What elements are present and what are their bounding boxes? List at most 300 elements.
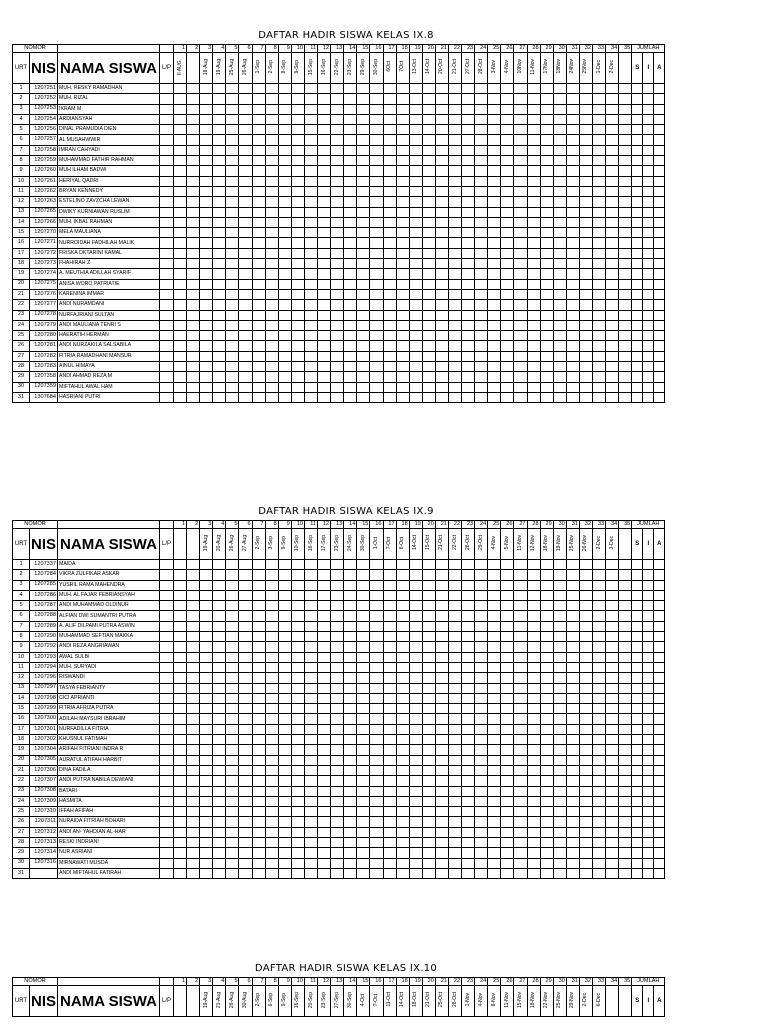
attendance-cell[interactable]: [501, 683, 514, 693]
attendance-cell[interactable]: [278, 662, 291, 672]
attendance-cell[interactable]: [370, 673, 383, 683]
attendance-cell[interactable]: [409, 704, 422, 714]
attendance-cell[interactable]: [606, 125, 619, 135]
attendance-cell[interactable]: [527, 186, 540, 196]
attendance-cell[interactable]: [265, 848, 278, 858]
attendance-cell[interactable]: [291, 372, 304, 382]
attendance-cell[interactable]: [553, 724, 566, 734]
attendance-cell[interactable]: [291, 848, 304, 858]
attendance-cell[interactable]: [174, 755, 187, 765]
attendance-cell[interactable]: [265, 372, 278, 382]
attendance-cell[interactable]: [226, 817, 239, 827]
attendance-cell[interactable]: [344, 838, 357, 848]
attendance-cell[interactable]: [593, 590, 606, 600]
attendance-cell[interactable]: [344, 621, 357, 631]
attendance-cell[interactable]: [619, 217, 632, 227]
attendance-cell[interactable]: [514, 94, 527, 104]
attendance-cell[interactable]: [370, 601, 383, 611]
attendance-cell[interactable]: [448, 817, 461, 827]
attendance-cell[interactable]: [396, 362, 409, 372]
attendance-cell[interactable]: [422, 259, 435, 269]
attendance-cell[interactable]: [331, 580, 344, 590]
attendance-cell[interactable]: [553, 320, 566, 330]
attendance-cell[interactable]: [593, 228, 606, 238]
attendance-cell[interactable]: [396, 351, 409, 361]
attendance-cell[interactable]: [619, 570, 632, 580]
attendance-cell[interactable]: [501, 765, 514, 775]
attendance-cell[interactable]: [291, 125, 304, 135]
attendance-cell[interactable]: [226, 372, 239, 382]
attendance-cell[interactable]: [593, 652, 606, 662]
attendance-cell[interactable]: [501, 94, 514, 104]
attendance-cell[interactable]: [252, 392, 265, 402]
attendance-cell[interactable]: [265, 827, 278, 837]
attendance-cell[interactable]: [606, 238, 619, 248]
attendance-cell[interactable]: [357, 683, 370, 693]
attendance-cell[interactable]: [331, 848, 344, 858]
attendance-cell[interactable]: [213, 848, 226, 858]
attendance-cell[interactable]: [462, 632, 475, 642]
attendance-cell[interactable]: [566, 300, 579, 310]
attendance-cell[interactable]: [501, 838, 514, 848]
attendance-cell[interactable]: [213, 289, 226, 299]
attendance-cell[interactable]: [252, 341, 265, 351]
attendance-cell[interactable]: [304, 125, 317, 135]
attendance-cell[interactable]: [501, 848, 514, 858]
attendance-cell[interactable]: [239, 858, 252, 868]
attendance-cell[interactable]: [566, 145, 579, 155]
attendance-cell[interactable]: [331, 693, 344, 703]
attendance-cell[interactable]: [174, 745, 187, 755]
attendance-cell[interactable]: [357, 693, 370, 703]
attendance-cell[interactable]: [396, 114, 409, 124]
attendance-cell[interactable]: [593, 197, 606, 207]
attendance-cell[interactable]: [553, 114, 566, 124]
attendance-cell[interactable]: [475, 838, 488, 848]
attendance-cell[interactable]: [593, 186, 606, 196]
attendance-cell[interactable]: [344, 228, 357, 238]
attendance-cell[interactable]: [606, 104, 619, 114]
attendance-cell[interactable]: [488, 652, 501, 662]
attendance-cell[interactable]: [174, 632, 187, 642]
attendance-cell[interactable]: [527, 693, 540, 703]
attendance-cell[interactable]: [514, 570, 527, 580]
attendance-cell[interactable]: [448, 683, 461, 693]
attendance-cell[interactable]: [278, 560, 291, 570]
attendance-cell[interactable]: [593, 125, 606, 135]
attendance-cell[interactable]: [304, 827, 317, 837]
attendance-cell[interactable]: [226, 320, 239, 330]
attendance-cell[interactable]: [291, 114, 304, 124]
attendance-cell[interactable]: [200, 207, 213, 217]
attendance-cell[interactable]: [553, 176, 566, 186]
attendance-cell[interactable]: [396, 156, 409, 166]
attendance-cell[interactable]: [370, 611, 383, 621]
attendance-cell[interactable]: [278, 868, 291, 878]
attendance-cell[interactable]: [475, 238, 488, 248]
attendance-cell[interactable]: [462, 714, 475, 724]
attendance-cell[interactable]: [527, 217, 540, 227]
attendance-cell[interactable]: [187, 662, 200, 672]
attendance-cell[interactable]: [553, 560, 566, 570]
attendance-cell[interactable]: [213, 714, 226, 724]
attendance-cell[interactable]: [265, 125, 278, 135]
attendance-cell[interactable]: [239, 560, 252, 570]
attendance-cell[interactable]: [187, 135, 200, 145]
attendance-cell[interactable]: [514, 217, 527, 227]
attendance-cell[interactable]: [435, 238, 448, 248]
attendance-cell[interactable]: [291, 310, 304, 320]
attendance-cell[interactable]: [514, 320, 527, 330]
attendance-cell[interactable]: [344, 114, 357, 124]
attendance-cell[interactable]: [291, 683, 304, 693]
attendance-cell[interactable]: [304, 580, 317, 590]
attendance-cell[interactable]: [409, 724, 422, 734]
attendance-cell[interactable]: [488, 776, 501, 786]
attendance-cell[interactable]: [553, 580, 566, 590]
attendance-cell[interactable]: [553, 135, 566, 145]
attendance-cell[interactable]: [291, 392, 304, 402]
attendance-cell[interactable]: [291, 807, 304, 817]
attendance-cell[interactable]: [265, 745, 278, 755]
attendance-cell[interactable]: [252, 693, 265, 703]
attendance-cell[interactable]: [239, 186, 252, 196]
attendance-cell[interactable]: [265, 632, 278, 642]
attendance-cell[interactable]: [200, 590, 213, 600]
attendance-cell[interactable]: [174, 238, 187, 248]
attendance-cell[interactable]: [187, 755, 200, 765]
attendance-cell[interactable]: [344, 300, 357, 310]
attendance-cell[interactable]: [619, 310, 632, 320]
attendance-cell[interactable]: [318, 560, 331, 570]
attendance-cell[interactable]: [540, 611, 553, 621]
attendance-cell[interactable]: [435, 714, 448, 724]
attendance-cell[interactable]: [475, 827, 488, 837]
attendance-cell[interactable]: [409, 838, 422, 848]
attendance-cell[interactable]: [187, 238, 200, 248]
attendance-cell[interactable]: [409, 745, 422, 755]
attendance-cell[interactable]: [501, 714, 514, 724]
attendance-cell[interactable]: [213, 135, 226, 145]
attendance-cell[interactable]: [462, 145, 475, 155]
attendance-cell[interactable]: [619, 351, 632, 361]
attendance-cell[interactable]: [187, 248, 200, 258]
attendance-cell[interactable]: [435, 642, 448, 652]
attendance-cell[interactable]: [462, 248, 475, 258]
attendance-cell[interactable]: [475, 94, 488, 104]
attendance-cell[interactable]: [278, 745, 291, 755]
attendance-cell[interactable]: [357, 765, 370, 775]
attendance-cell[interactable]: [619, 289, 632, 299]
attendance-cell[interactable]: [475, 310, 488, 320]
attendance-cell[interactable]: [226, 765, 239, 775]
attendance-cell[interactable]: [331, 683, 344, 693]
gender-cell[interactable]: [160, 560, 174, 570]
attendance-cell[interactable]: [553, 248, 566, 258]
attendance-cell[interactable]: [396, 84, 409, 94]
attendance-cell[interactable]: [409, 238, 422, 248]
attendance-cell[interactable]: [187, 827, 200, 837]
attendance-cell[interactable]: [462, 300, 475, 310]
attendance-cell[interactable]: [527, 673, 540, 683]
attendance-cell[interactable]: [579, 683, 592, 693]
attendance-cell[interactable]: [540, 817, 553, 827]
attendance-cell[interactable]: [174, 570, 187, 580]
attendance-cell[interactable]: [606, 652, 619, 662]
attendance-cell[interactable]: [383, 601, 396, 611]
attendance-cell[interactable]: [331, 704, 344, 714]
attendance-cell[interactable]: [435, 341, 448, 351]
attendance-cell[interactable]: [488, 94, 501, 104]
attendance-cell[interactable]: [593, 207, 606, 217]
attendance-cell[interactable]: [278, 724, 291, 734]
attendance-cell[interactable]: [606, 310, 619, 320]
attendance-cell[interactable]: [488, 145, 501, 155]
attendance-cell[interactable]: [383, 621, 396, 631]
attendance-cell[interactable]: [357, 166, 370, 176]
attendance-cell[interactable]: [331, 807, 344, 817]
attendance-cell[interactable]: [265, 186, 278, 196]
attendance-cell[interactable]: [344, 827, 357, 837]
attendance-cell[interactable]: [409, 662, 422, 672]
attendance-cell[interactable]: [278, 289, 291, 299]
attendance-cell[interactable]: [252, 642, 265, 652]
attendance-cell[interactable]: [448, 642, 461, 652]
attendance-cell[interactable]: [265, 776, 278, 786]
attendance-cell[interactable]: [606, 248, 619, 258]
attendance-cell[interactable]: [213, 786, 226, 796]
attendance-cell[interactable]: [331, 176, 344, 186]
attendance-cell[interactable]: [252, 838, 265, 848]
attendance-cell[interactable]: [174, 248, 187, 258]
attendance-cell[interactable]: [187, 289, 200, 299]
attendance-cell[interactable]: [370, 392, 383, 402]
attendance-cell[interactable]: [226, 642, 239, 652]
gender-cell[interactable]: [160, 228, 174, 238]
attendance-cell[interactable]: [540, 704, 553, 714]
attendance-cell[interactable]: [579, 392, 592, 402]
attendance-cell[interactable]: [501, 207, 514, 217]
attendance-cell[interactable]: [514, 765, 527, 775]
attendance-cell[interactable]: [475, 104, 488, 114]
attendance-cell[interactable]: [566, 176, 579, 186]
attendance-cell[interactable]: [331, 560, 344, 570]
attendance-cell[interactable]: [409, 621, 422, 631]
attendance-cell[interactable]: [318, 735, 331, 745]
attendance-cell[interactable]: [370, 714, 383, 724]
attendance-cell[interactable]: [566, 248, 579, 258]
attendance-cell[interactable]: [304, 228, 317, 238]
attendance-cell[interactable]: [540, 156, 553, 166]
attendance-cell[interactable]: [527, 114, 540, 124]
attendance-cell[interactable]: [396, 248, 409, 258]
attendance-cell[interactable]: [278, 827, 291, 837]
attendance-cell[interactable]: [318, 632, 331, 642]
attendance-cell[interactable]: [252, 601, 265, 611]
gender-cell[interactable]: [160, 848, 174, 858]
gender-cell[interactable]: [160, 341, 174, 351]
attendance-cell[interactable]: [540, 331, 553, 341]
attendance-cell[interactable]: [278, 807, 291, 817]
attendance-cell[interactable]: [357, 135, 370, 145]
attendance-cell[interactable]: [488, 197, 501, 207]
attendance-cell[interactable]: [318, 580, 331, 590]
attendance-cell[interactable]: [448, 786, 461, 796]
attendance-cell[interactable]: [462, 560, 475, 570]
attendance-cell[interactable]: [318, 84, 331, 94]
attendance-cell[interactable]: [200, 238, 213, 248]
attendance-cell[interactable]: [357, 84, 370, 94]
attendance-cell[interactable]: [422, 207, 435, 217]
attendance-cell[interactable]: [370, 796, 383, 806]
attendance-cell[interactable]: [331, 372, 344, 382]
attendance-cell[interactable]: [488, 724, 501, 734]
attendance-cell[interactable]: [579, 560, 592, 570]
attendance-cell[interactable]: [304, 217, 317, 227]
attendance-cell[interactable]: [514, 362, 527, 372]
attendance-cell[interactable]: [488, 279, 501, 289]
attendance-cell[interactable]: [200, 269, 213, 279]
attendance-cell[interactable]: [331, 248, 344, 258]
attendance-cell[interactable]: [619, 611, 632, 621]
attendance-cell[interactable]: [619, 228, 632, 238]
attendance-cell[interactable]: [304, 560, 317, 570]
attendance-cell[interactable]: [409, 827, 422, 837]
attendance-cell[interactable]: [252, 817, 265, 827]
attendance-cell[interactable]: [606, 114, 619, 124]
attendance-cell[interactable]: [331, 621, 344, 631]
attendance-cell[interactable]: [174, 621, 187, 631]
attendance-cell[interactable]: [370, 755, 383, 765]
attendance-cell[interactable]: [252, 259, 265, 269]
attendance-cell[interactable]: [278, 238, 291, 248]
attendance-cell[interactable]: [291, 166, 304, 176]
attendance-cell[interactable]: [370, 735, 383, 745]
attendance-cell[interactable]: [593, 714, 606, 724]
attendance-cell[interactable]: [304, 114, 317, 124]
attendance-cell[interactable]: [475, 84, 488, 94]
gender-cell[interactable]: [160, 570, 174, 580]
attendance-cell[interactable]: [265, 166, 278, 176]
attendance-cell[interactable]: [593, 807, 606, 817]
attendance-cell[interactable]: [370, 560, 383, 570]
attendance-cell[interactable]: [566, 320, 579, 330]
gender-cell[interactable]: [160, 114, 174, 124]
attendance-cell[interactable]: [501, 259, 514, 269]
attendance-cell[interactable]: [593, 570, 606, 580]
attendance-cell[interactable]: [409, 382, 422, 392]
attendance-cell[interactable]: [291, 84, 304, 94]
attendance-cell[interactable]: [579, 817, 592, 827]
attendance-cell[interactable]: [278, 621, 291, 631]
attendance-cell[interactable]: [553, 372, 566, 382]
attendance-cell[interactable]: [396, 382, 409, 392]
attendance-cell[interactable]: [409, 269, 422, 279]
attendance-cell[interactable]: [475, 683, 488, 693]
attendance-cell[interactable]: [278, 796, 291, 806]
attendance-cell[interactable]: [239, 372, 252, 382]
attendance-cell[interactable]: [318, 652, 331, 662]
attendance-cell[interactable]: [331, 238, 344, 248]
attendance-cell[interactable]: [304, 84, 317, 94]
attendance-cell[interactable]: [304, 755, 317, 765]
attendance-cell[interactable]: [304, 786, 317, 796]
attendance-cell[interactable]: [579, 662, 592, 672]
attendance-cell[interactable]: [174, 382, 187, 392]
attendance-cell[interactable]: [488, 217, 501, 227]
attendance-cell[interactable]: [344, 652, 357, 662]
attendance-cell[interactable]: [226, 580, 239, 590]
attendance-cell[interactable]: [174, 207, 187, 217]
attendance-cell[interactable]: [606, 683, 619, 693]
attendance-cell[interactable]: [370, 838, 383, 848]
attendance-cell[interactable]: [579, 104, 592, 114]
attendance-cell[interactable]: [579, 745, 592, 755]
attendance-cell[interactable]: [566, 590, 579, 600]
attendance-cell[interactable]: [357, 807, 370, 817]
attendance-cell[interactable]: [553, 662, 566, 672]
attendance-cell[interactable]: [606, 621, 619, 631]
attendance-cell[interactable]: [344, 259, 357, 269]
attendance-cell[interactable]: [606, 662, 619, 672]
attendance-cell[interactable]: [200, 300, 213, 310]
attendance-cell[interactable]: [187, 125, 200, 135]
attendance-cell[interactable]: [370, 176, 383, 186]
attendance-cell[interactable]: [435, 611, 448, 621]
attendance-cell[interactable]: [593, 269, 606, 279]
attendance-cell[interactable]: [501, 135, 514, 145]
attendance-cell[interactable]: [606, 372, 619, 382]
attendance-cell[interactable]: [278, 652, 291, 662]
attendance-cell[interactable]: [318, 817, 331, 827]
attendance-cell[interactable]: [514, 724, 527, 734]
attendance-cell[interactable]: [514, 652, 527, 662]
attendance-cell[interactable]: [593, 351, 606, 361]
attendance-cell[interactable]: [593, 114, 606, 124]
attendance-cell[interactable]: [566, 735, 579, 745]
attendance-cell[interactable]: [396, 838, 409, 848]
attendance-cell[interactable]: [593, 84, 606, 94]
attendance-cell[interactable]: [278, 166, 291, 176]
attendance-cell[interactable]: [566, 704, 579, 714]
attendance-cell[interactable]: [488, 570, 501, 580]
attendance-cell[interactable]: [488, 248, 501, 258]
attendance-cell[interactable]: [409, 156, 422, 166]
attendance-cell[interactable]: [475, 331, 488, 341]
attendance-cell[interactable]: [462, 135, 475, 145]
attendance-cell[interactable]: [291, 714, 304, 724]
attendance-cell[interactable]: [475, 632, 488, 642]
attendance-cell[interactable]: [226, 238, 239, 248]
attendance-cell[interactable]: [252, 858, 265, 868]
attendance-cell[interactable]: [606, 217, 619, 227]
attendance-cell[interactable]: [304, 838, 317, 848]
attendance-cell[interactable]: [553, 632, 566, 642]
attendance-cell[interactable]: [553, 673, 566, 683]
attendance-cell[interactable]: [566, 673, 579, 683]
attendance-cell[interactable]: [318, 693, 331, 703]
attendance-cell[interactable]: [239, 166, 252, 176]
attendance-cell[interactable]: [226, 392, 239, 402]
attendance-cell[interactable]: [566, 776, 579, 786]
attendance-cell[interactable]: [226, 362, 239, 372]
attendance-cell[interactable]: [527, 156, 540, 166]
attendance-cell[interactable]: [396, 611, 409, 621]
attendance-cell[interactable]: [265, 248, 278, 258]
attendance-cell[interactable]: [370, 166, 383, 176]
attendance-cell[interactable]: [501, 580, 514, 590]
gender-cell[interactable]: [160, 724, 174, 734]
